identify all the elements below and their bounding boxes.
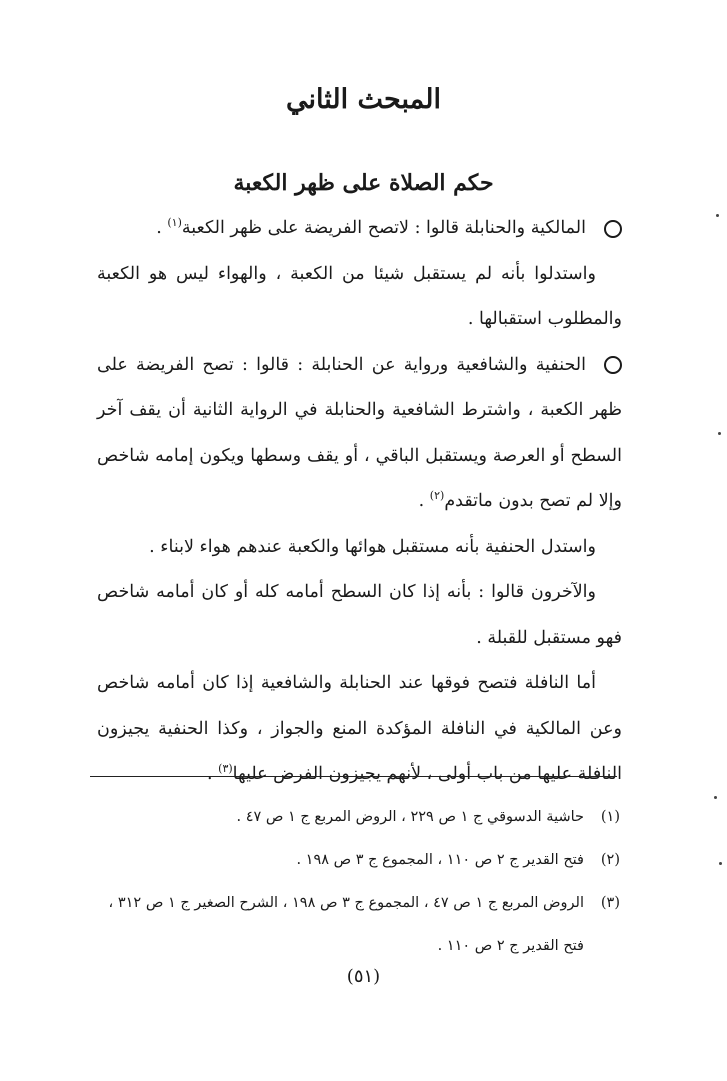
body-text	[97, 206, 622, 798]
footnote-ref: (١)	[167, 216, 182, 230]
sub-title: حكم الصلاة على ظهر الكعبة	[233, 170, 494, 196]
scan-speck	[716, 214, 719, 217]
footnote-divider	[90, 776, 617, 777]
footnote-number: (٢)	[600, 852, 620, 868]
footnote-item	[95, 882, 620, 968]
circle-bullet-icon	[604, 220, 622, 238]
footnote-number: (٣)	[600, 895, 620, 911]
section-title: المبحث الثاني	[286, 84, 441, 115]
paragraph-3: الحنفية والشافعية ورواية عن الحنابلة : قالوا : تصح الفريضة على ظهر الكعبة ، واشترط الشافعية والحنابلة في الرواية الثانية أن يقف آخر السطح أو العرصة ويستقبل الباقي ، أو يقف وسطها ويكون إمامه شاخص وإلا لم تصح بدون ماتقدم$^{(٢)}$ .	[97, 354, 622, 511]
footnote-ref: (٣)	[218, 762, 233, 776]
footnote-item	[95, 796, 620, 839]
footnote-number: (١)	[600, 809, 620, 825]
paragraph-2: واستدلوا بأنه لم يستقبل شيئا من الكعبة ، والهواء ليس هو الكعبة والمطلوب استقبالها .	[97, 263, 622, 329]
paragraph-1: المالكية والحنابلة قالوا : لاتصح الفريضة على ظهر الكعبة$^{(١)}$ .	[97, 206, 622, 252]
page-number: (٥١)	[346, 966, 381, 987]
footnote-text: فتح القدير ج ٢ ص ١١٠ ، المجموع ج ٣ ص ١٩٨ .	[296, 852, 584, 868]
footnote-text: حاشية الدسوقي ج ١ ص ٢٢٩ ، الروض المربع ج ١ ص ٤٧ .	[236, 809, 584, 825]
circle-bullet-icon	[604, 356, 622, 374]
scan-speck	[714, 796, 717, 799]
footnotes	[95, 796, 620, 968]
footnote-item	[95, 839, 620, 882]
paragraph-5: والآخرون قالوا : بأنه إذا كان السطح أمامه كله أو كان أمامه شاخص فهو مستقبل للقبلة .	[97, 582, 622, 648]
scan-speck	[719, 862, 722, 865]
scan-speck	[718, 432, 721, 435]
paragraph-4: واستدل الحنفية بأنه مستقبل هوائها والكعبة عندهم هواء لابناء .	[149, 536, 596, 557]
paragraph-6: أما النافلة فتصح فوقها عند الحنابلة والشافعية إذا كان أمامه شاخص وعن المالكية في النافلة المؤكدة المنع والجواز ، وكذا الحنفية يجيزون النافلة عليها من باب أولى ، لأنهم يجيزون الفرض عليها$^{(٣)}$ .	[97, 673, 622, 784]
footnote-ref: (٢)	[429, 489, 445, 503]
footnote-text: الروض المربع ج ١ ص ٤٧ ، المجموع ج ٣ ص ١٩٨ ، الشرح الصغير ج ١ ص ٣١٢ ، فتح القدير ج ٢ ص ١١٠ .	[108, 895, 584, 954]
